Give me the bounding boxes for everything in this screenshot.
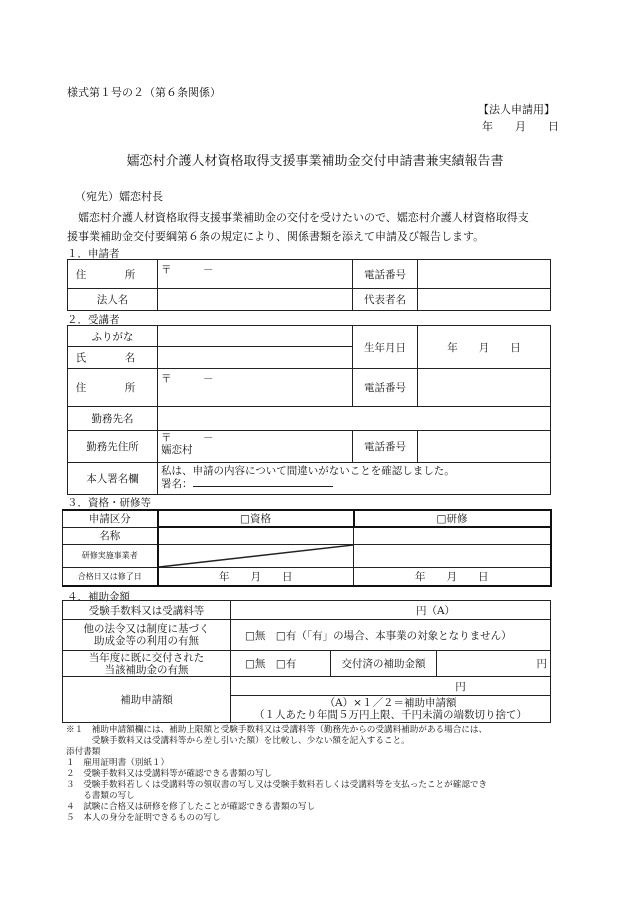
attachments-heading: 添付書類 [66, 747, 101, 757]
form-number: 様式第１号の２（第６条関係） [67, 86, 221, 99]
intro-line-2: 援事業補助金交付要綱第６条の規定により、関係書類を添えて申請及び報告します。 [67, 230, 485, 243]
subsidy-table [62, 600, 551, 723]
note-1-cont: 受験手数料又は受講料等から差し引いた額）を比較し、少ない額を記入すること。 [66, 736, 410, 746]
postal-mark: 〒 － [161, 264, 214, 276]
attachment-5: ５ 本人の身分を証明できるものの写し [66, 813, 221, 823]
prior-grant-label [63, 651, 231, 677]
prior-grant-checkboxes[interactable]: □無 □有 [231, 651, 331, 677]
work-address-label: 勤務先住所 [68, 431, 158, 463]
work-phone-label: 電話番号 [353, 431, 418, 463]
fee-value: 円（A） [415, 604, 456, 617]
other-aid-label-line1: 他の法令又は制度に基づく [83, 623, 210, 635]
work-address-field[interactable] [158, 431, 353, 463]
course-name-label: 名称 [63, 527, 158, 544]
attachment-4: ４ 試験に合格又は研修を修了したことが確認できる書類の写し [66, 802, 316, 812]
applicant-type: 【法人申請用】 [478, 103, 555, 116]
signature-line-label: 署名： [161, 478, 193, 490]
furigana-label: ふりがな [68, 326, 158, 347]
birth-label: 生年月日 [353, 326, 418, 369]
trainee-phone-field[interactable] [418, 369, 551, 407]
phone-label: 電話番号 [353, 260, 418, 289]
notes [66, 725, 487, 824]
paid-amount-field[interactable]: 円 [437, 651, 551, 677]
corp-label: 法人名 [68, 289, 158, 311]
signature-field[interactable] [158, 463, 551, 495]
applicant-address-field[interactable] [158, 260, 353, 289]
date-line: 年 月 日 [482, 120, 559, 133]
section2-heading: ２．受講者 [67, 314, 120, 326]
signature-statement: 私は、申請の内容について間違いがないことを確認しました。 [161, 465, 455, 477]
request-amount-field[interactable] [231, 677, 551, 696]
name-label: 氏 名 [68, 347, 158, 369]
workplace-field[interactable] [158, 407, 551, 431]
attachment-3: ３ 受験手数料若しくは受講料等の領収書の写し又は受験手数料若しくは受講料等を支払ったことが確認でき [66, 780, 488, 790]
request-limit: （１人あたり年間５万円上限、千円未満の端数切り捨て） [254, 709, 527, 721]
page-title: 嬬恋村介護人材資格取得支援事業補助金交付申請書兼実績報告書 [126, 154, 504, 169]
trainee-address-label: 住 所 [68, 369, 158, 407]
section1-heading: １．申請者 [67, 248, 120, 260]
work-village: 嬬恋村 [161, 444, 193, 456]
training-option[interactable]: □研修 [354, 510, 551, 527]
rep-label: 代表者名 [353, 289, 418, 311]
prior-grant-label-line1: 当年度に既に交付された [88, 651, 205, 664]
work-postal: 〒 － [161, 432, 214, 444]
intro-line-1: 嬬恋村介護人材資格取得支援事業補助金の交付を受けたいので、嬬恋村介護人材資格取得支 [67, 211, 529, 224]
request-unit: 円 [455, 680, 466, 693]
signature-label: 本人署名欄 [68, 463, 158, 495]
request-formula-cell [231, 696, 551, 723]
fee-field[interactable] [231, 601, 551, 620]
trainee-phone-label: 電話番号 [353, 369, 418, 407]
trainee-table [67, 325, 551, 495]
attachment-2: ２ 受験手数料又は受講料等が確認できる書類の写し [66, 769, 273, 779]
corp-name-field[interactable] [158, 289, 353, 311]
address-label: 住 所 [68, 260, 158, 289]
signature-underline [193, 477, 333, 487]
applicant-phone-field[interactable] [418, 260, 551, 289]
workplace-label: 勤務先名 [68, 407, 158, 431]
other-aid-checkboxes[interactable]: □無 □有（「有」の場合、本事業の対象となりません） [231, 620, 551, 651]
completion-date-label: 合格日又は修了日 [63, 567, 158, 586]
qualification-date[interactable]: 年 月 日 [158, 567, 354, 586]
furigana-field[interactable] [158, 326, 353, 347]
request-label: 補助申請額 [63, 677, 231, 723]
birth-value[interactable]: 年 月 日 [418, 326, 551, 369]
section4-heading: ４．補助金額 [67, 591, 130, 603]
provider-na-cell [158, 544, 354, 567]
diagonal-line [159, 545, 354, 567]
paid-amount-label: 交付済の補助金額 [331, 651, 437, 677]
qualification-table [62, 509, 552, 587]
name-field[interactable] [158, 347, 353, 369]
attachment-3-cont: る書類の写し [66, 791, 135, 801]
work-phone-field[interactable] [418, 431, 551, 463]
other-aid-label-line2: 助成金等の利用の有無 [94, 635, 199, 647]
fee-label: 受験手数料又は受講料等 [63, 601, 231, 620]
attachment-1: １ 雇用証明書（別紙１） [66, 758, 170, 768]
provider-field[interactable] [354, 544, 551, 567]
qualification-option[interactable]: □資格 [158, 510, 354, 527]
training-date[interactable]: 年 月 日 [354, 567, 551, 586]
provider-label: 研修実施事業者 [63, 544, 158, 567]
training-name-field[interactable] [354, 527, 551, 544]
section3-heading: ３．資格・研修等 [67, 497, 151, 509]
addressee: （宛先）嬬恋村長 [75, 190, 163, 203]
note-1: ※１ 補助申請額欄には、補助上限額と受験手数料又は受講料等（勤務先からの受講料補助がある場合には、 [66, 725, 488, 735]
applicant-table [67, 259, 551, 311]
postal-mark: 〒 － [161, 373, 214, 385]
other-aid-label [63, 620, 231, 651]
qualification-name-field[interactable] [158, 527, 354, 544]
request-formula: （A）×１／２＝補助申請額 [324, 697, 457, 709]
rep-name-field[interactable] [418, 289, 551, 311]
prior-grant-label-line2: 当該補助金の有無 [104, 663, 189, 676]
trainee-address-field[interactable] [158, 369, 353, 407]
category-label: 申請区分 [63, 510, 158, 527]
